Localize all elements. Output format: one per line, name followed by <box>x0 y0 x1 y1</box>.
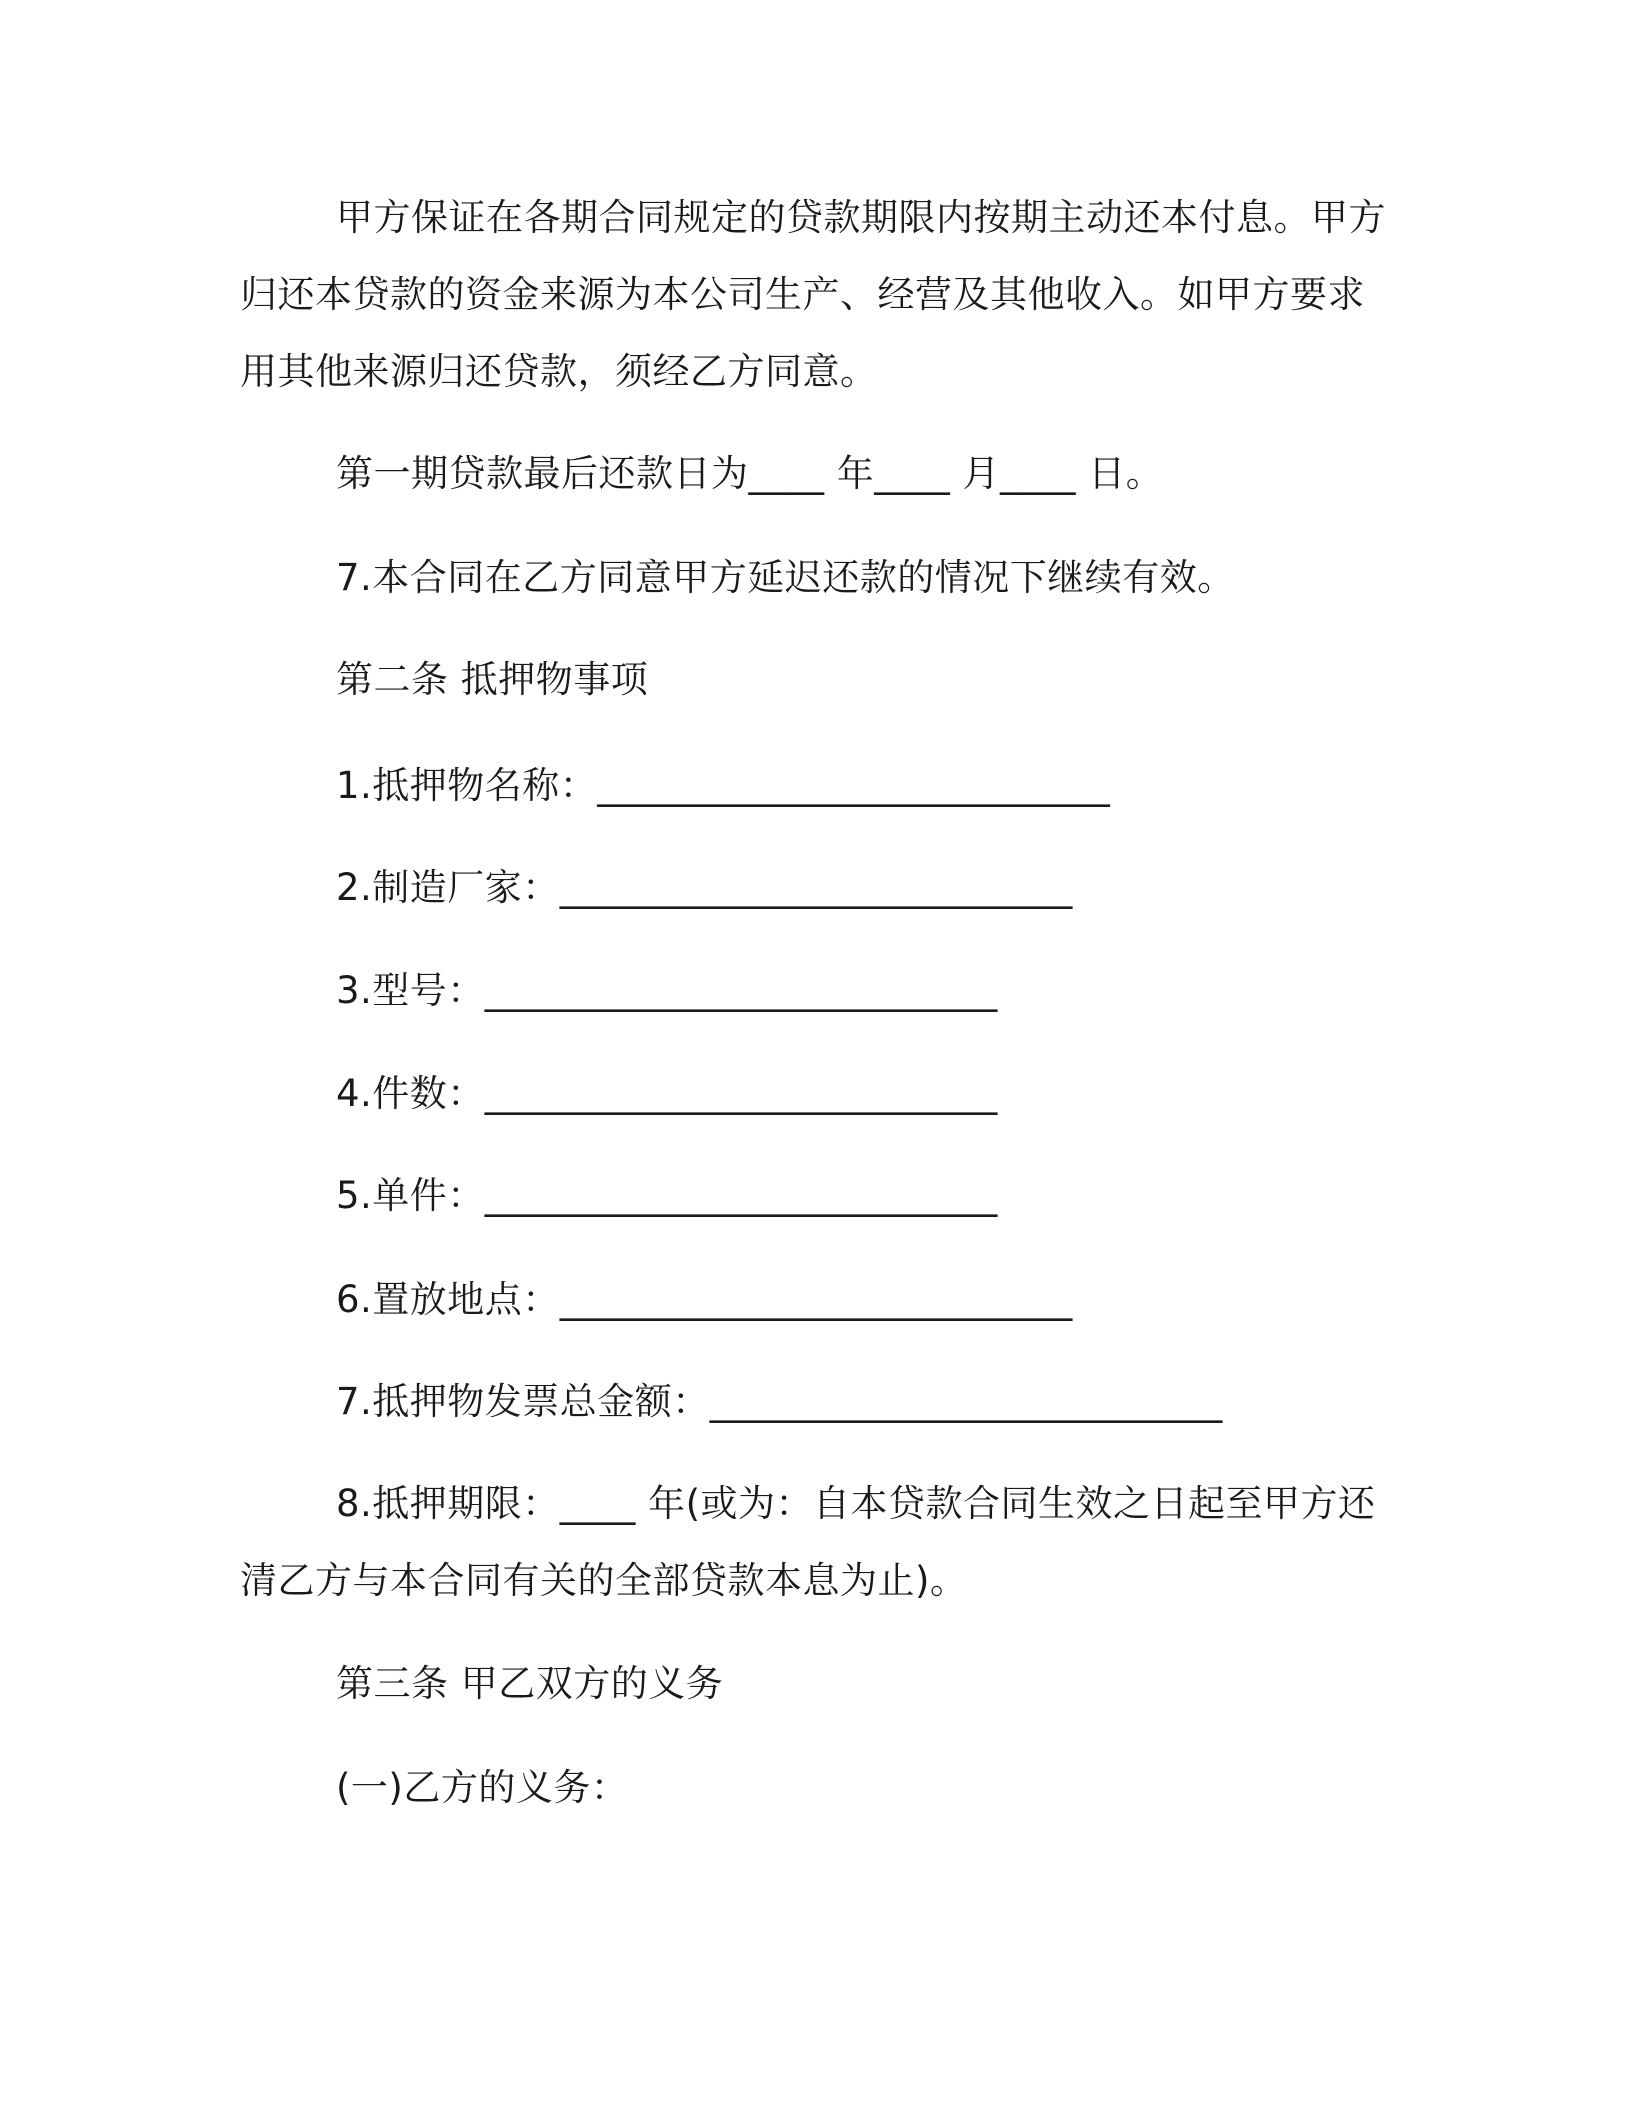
paragraph-line: 清乙方与本合同有关的全部贷款本息为止)。 <box>240 1559 968 1602</box>
paragraph-line: 甲方保证在各期合同规定的贷款期限内按期主动还本付息。甲方 <box>336 196 1386 239</box>
paragraph-line: 8.抵押期限：____ 年(或为：自本贷款合同生效之日起至甲方还 <box>336 1482 1376 1525</box>
paragraph-line: 归还本贷款的资金来源为本公司生产、经营及其他收入。如甲方要求 <box>240 273 1365 316</box>
section-heading: 第三条 甲乙双方的义务 <box>336 1662 724 1705</box>
paragraph-line: 用其他来源归还贷款，须经乙方同意。 <box>240 350 878 393</box>
section-heading: 第二条 抵押物事项 <box>336 658 649 701</box>
form-field-line: 3.型号：___________________________ <box>336 969 998 1012</box>
form-field-line: 2.制造厂家：___________________________ <box>336 866 1073 909</box>
repayment-date-line: 第一期贷款最后还款日为____ 年____ 月____ 日。 <box>336 452 1164 495</box>
clause-line: 7.本合同在乙方同意甲方延迟还款的情况下继续有效。 <box>336 556 1235 599</box>
form-field-line: 4.件数：___________________________ <box>336 1072 998 1115</box>
form-field-line: 5.单件：___________________________ <box>336 1174 998 1217</box>
subsection-heading: (一)乙方的义务： <box>336 1766 629 1809</box>
form-field-line: 7.抵押物发票总金额：___________________________ <box>336 1380 1223 1423</box>
form-field-line: 6.置放地点：___________________________ <box>336 1278 1073 1321</box>
form-field-line: 1.抵押物名称：___________________________ <box>336 764 1111 807</box>
